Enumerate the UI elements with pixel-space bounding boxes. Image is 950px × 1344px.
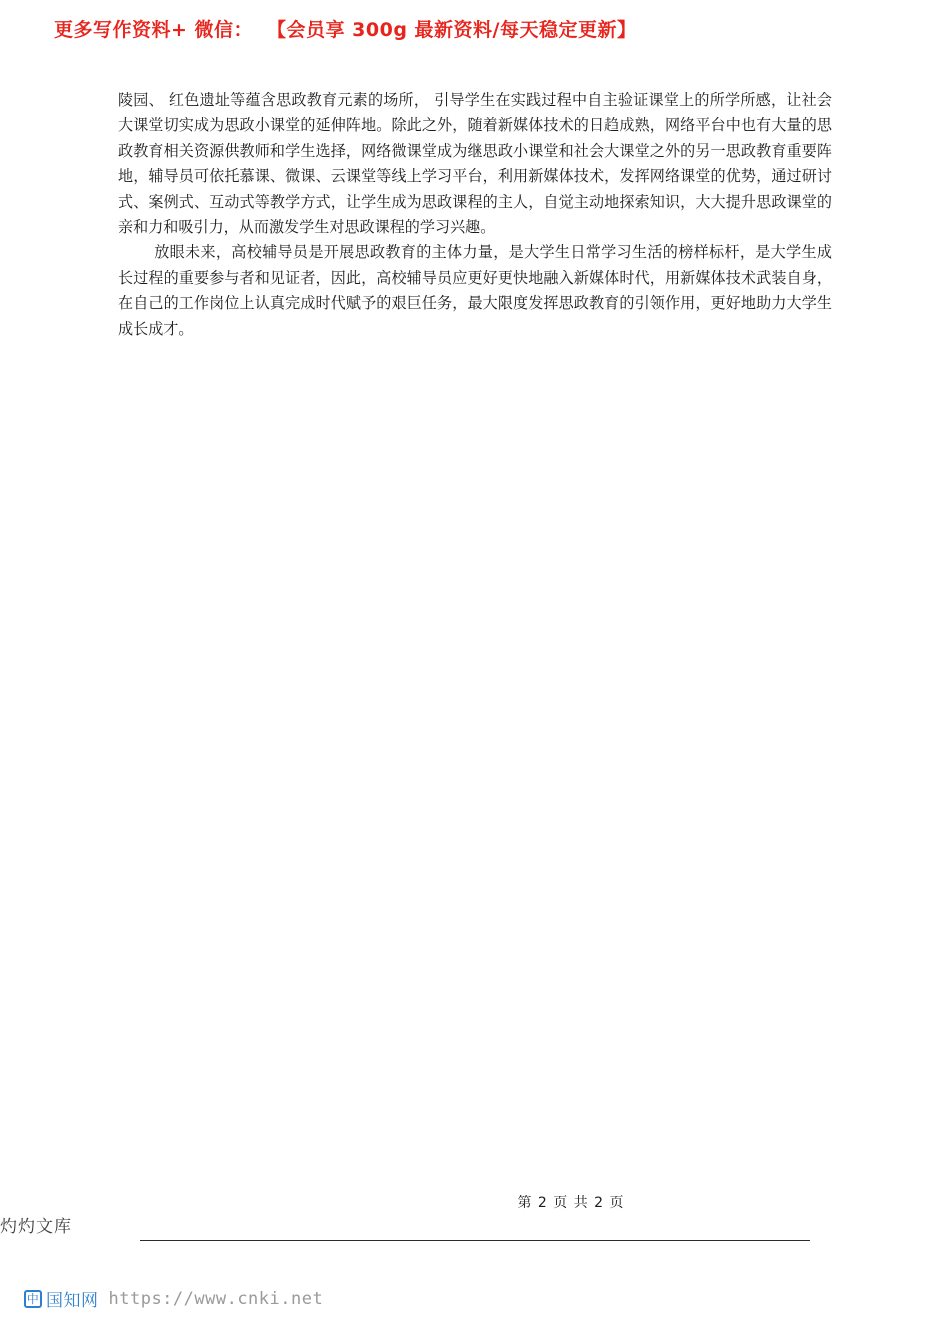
promo-banner xyxy=(0,10,950,46)
promo-banner-text: 更多写作资料+ 微信： xyxy=(54,18,254,41)
footer-divider xyxy=(140,1240,810,1241)
document-body xyxy=(118,88,832,342)
cnki-logo-icon: 中 xyxy=(24,1290,42,1308)
cnki-logo-text: 国知网 xyxy=(46,1291,99,1311)
page-number-label: 第 2 页 共 2 页 xyxy=(517,1195,625,1211)
cnki-url: https://www.cnki.net xyxy=(108,1288,324,1309)
paragraph: 放眼未来，高校辅导员是开展思政教育的主体力量，是大学生日常学习生活的榜样标杆，是大学生成长过程的重要参与者和见证者，因此，高校辅导员应更好更快地融入新媒体时代，用新媒体技术武装自身，在自己的工作岗位上认真完成时代赋予的艰巨任务，最大限度发挥思政教育的引领作用，更好地助力大学生成长成才。 xyxy=(118,243,832,338)
library-watermark: 灼灼文库 xyxy=(0,1217,72,1237)
paragraph: 陵园、 红色遗址等蕴含思政教育元素的场所， 引导学生在实践过程中自主验证课堂上的所学所感，让社会大课堂切实成为思政小课堂的延伸阵地。除此之外，随着新媒体技术的日趋成熟，网络平台中也有大量的思政教育相关资源供教师和学生选择，网络微课堂成为继思政小课堂和社会大课堂之外的另一思政教育重要阵地，辅导员可依托慕课、微课、云课堂等线上学习平台，利用新媒体技术，发挥网络课堂的优势，通过研讨式、案例式、互动式等教学方式，让学生成为思政课程的主人，自觉主动地探索知识，大大提升思政课堂的亲和力和吸引力，从而激发学生对思政课程的学习兴趣。 xyxy=(118,91,832,237)
cnki-logo xyxy=(24,1286,99,1311)
promo-banner-highlight: 【会员享 300g 最新资料/每天稳定更新】 xyxy=(267,18,637,41)
page-number xyxy=(0,1192,950,1212)
cnki-watermark xyxy=(24,1286,323,1311)
